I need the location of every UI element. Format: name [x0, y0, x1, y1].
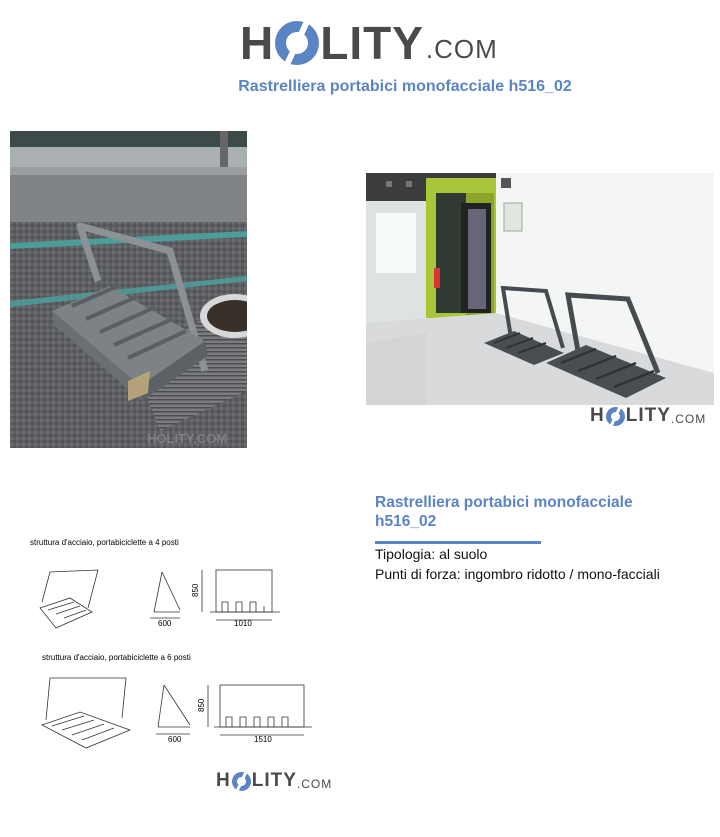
- dim-height-6: 850: [197, 698, 206, 712]
- holity-logo[interactable]: [240, 16, 498, 70]
- logo-letter-h: H: [590, 405, 605, 426]
- logo-ring-icon: [606, 407, 625, 426]
- dim-width-4: 1010: [234, 619, 252, 628]
- logo-domain: .COM: [425, 33, 498, 64]
- holity-logo-small[interactable]: [590, 405, 706, 427]
- logo-ring-icon: [275, 21, 319, 65]
- technical-drawing-svg: [30, 530, 330, 760]
- page-title: Rastrelliera portabici monofacciale h516_02: [238, 78, 572, 95]
- technical-drawing: [30, 530, 330, 760]
- photo-watermark: HOLITY.COM: [147, 431, 228, 446]
- street-photo-illustration: [10, 131, 247, 448]
- caption-4-posti: struttura d'acciaio, portabiciclette a 4 posti: [30, 538, 179, 547]
- logo-letters: LITY: [251, 770, 297, 791]
- spec-punti-di-forza: Punti di forza: ingombro ridotto / mono-facciali: [375, 566, 660, 582]
- spec-tipologia: Tipologia: al suolo: [375, 546, 488, 562]
- dim-depth-4: 600: [158, 619, 172, 628]
- holity-logo-footer[interactable]: [216, 770, 332, 792]
- product-photo-corridor: [366, 173, 714, 405]
- product-photo-street: [10, 131, 247, 448]
- corridor-photo-illustration: [366, 173, 714, 405]
- dim-depth-6: 600: [168, 735, 182, 744]
- dim-height-4: 850: [191, 583, 200, 597]
- logo-letters: LITY: [320, 17, 424, 69]
- logo-domain: .COM: [296, 776, 333, 791]
- caption-6-posti: struttura d'acciaio, portabiciclette a 6 posti: [42, 653, 191, 662]
- title-divider: [375, 541, 541, 544]
- logo-ring-icon: [232, 772, 251, 791]
- logo-domain: .COM: [670, 411, 707, 426]
- logo-letters: LITY: [625, 405, 671, 426]
- logo-letter-h: H: [240, 17, 275, 69]
- product-title: Rastrelliera portabici monofacciale h516_02: [375, 494, 633, 530]
- dim-width-6: 1510: [254, 735, 272, 744]
- logo-letter-h: H: [216, 770, 231, 791]
